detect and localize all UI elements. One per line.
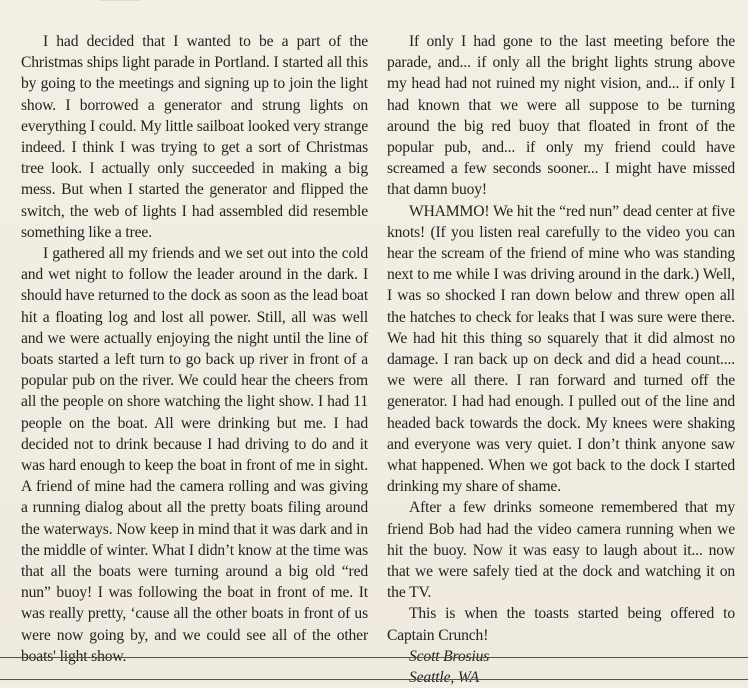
right-column <box>387 31 735 688</box>
paragraph-4: WHAMMO! We hit the “red nun” dead center at five knots! (If you listen real carefully to the video you can hear the scream of the friend of mine who was standing next to me while I was driving around in the dark.) Well, I was so shocked I ran down below and threw open all the hatches to check for leaks that I was sure were there. We had hit this thing so squarely that it did almost no damage. I ran back up on deck and did a head count.... we were all there. I ran forward and turned off the generator. I had had enough. I pulled out of the line and headed back towards the dock. My knees were shaking and everyone was very quiet. I don’t think anyone saw what happened. When we got back to the dock I started drinking my share of shame. <box>387 202 735 496</box>
paragraph-3: If only I had gone to the last meeting before the parade, and... if only all the bright lights strung above my head had not ruined my night vision, and... if only I had known that we were all suppose to be turning around the big red buoy that floated in front of the popular pub, and... if only my friend could have screamed a few seconds sooner... I might have missed that damn buoy! <box>387 33 735 199</box>
author-name: Scott Brosius <box>409 647 490 665</box>
author-location: Seattle, WA <box>409 668 480 686</box>
divider-rule-bottom <box>0 679 748 680</box>
paragraph-6: This is when the toasts started being offered to Captain Crunch! <box>387 605 735 644</box>
decorative-mark <box>100 0 140 11</box>
paragraph-2: I gathered all my friends and we set out into the cold and wet night to follow the leader around in the dark. I should have returned to the dock as soon as the lead boat hit a floating log and lost all power. Still, all was well and we were actually enjoying the night until the line of boats started a left turn to go back up river in front of a popular pub on the river. We could hear the cheers from all the people on shore watching the light show. I had 11 people on the boat. All were drinking but me. I had decided not to drink because I had driving to do and it was hard enough to keep the boat in front of me in sight. A friend of mine had the camera rolling and was giving a running dialog about all the pretty boats filing around the waterways. Now keep in mind that it was dark and in the middle of winter. What I didn’t know at the time was that all the boats were turning around a big old “red nun” buoy! I was following the boat in front of me. It was really pretty, ‘cause all the other boats in front of us were now going by, and we could see all of the other boats' light show. <box>21 245 368 665</box>
paragraph-1: I had decided that I wanted to be a part of the Christmas ships light parade in Portland. I started all this by going to the meetings and signing up to join the light show. I borrowed a generator and strung lights on everything I could. My little sailboat looked very strange indeed. I think I was trying to get a sort of Christmas tree look. I actually only succeeded in making a big mess. But when I started the generator and flipped the switch, the web of lights I had assembled did resemble something like a tree. <box>21 33 368 241</box>
divider-rule <box>0 657 748 658</box>
paragraph-5: After a few drinks someone remembered that my friend Bob had had the video camera running when we hit the buoy. Now it was easy to laugh about it... now that we were safely tied at the dock and watching it on the TV. <box>387 499 735 602</box>
left-column <box>21 31 368 667</box>
